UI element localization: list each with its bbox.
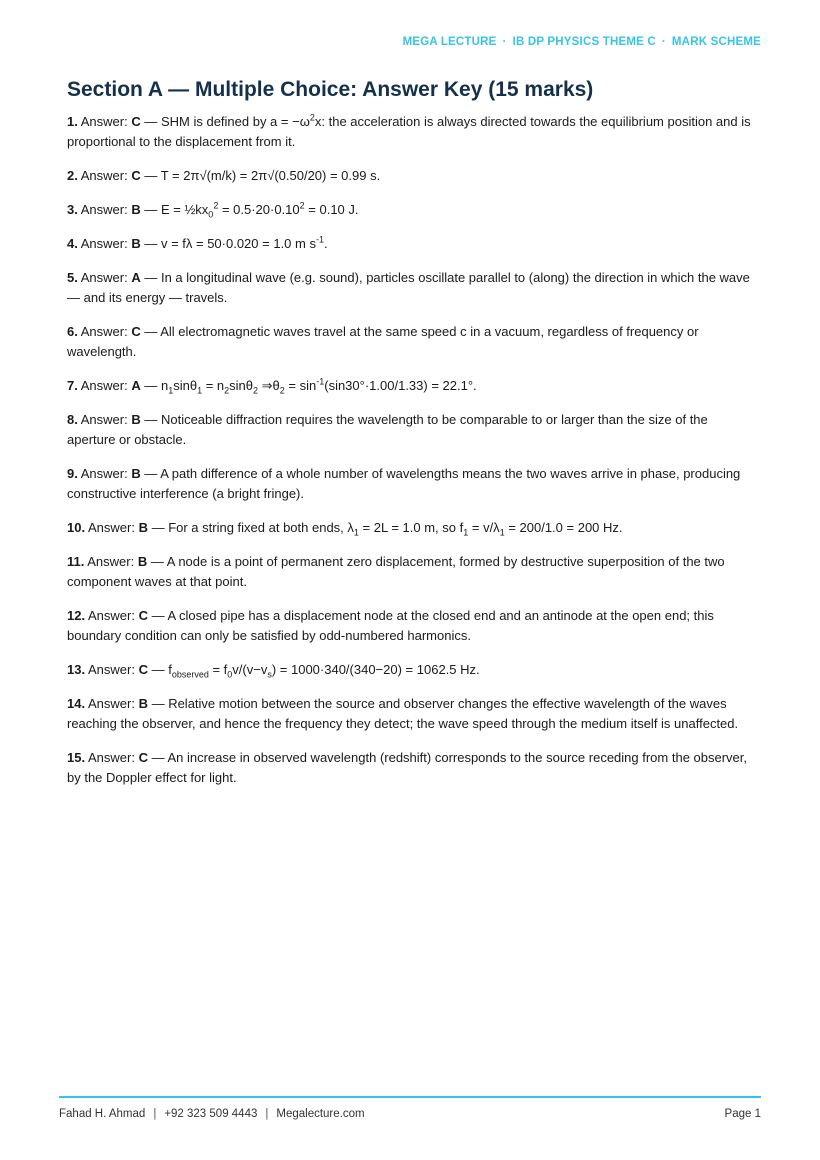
answer-letter: C [138,750,148,765]
answer-text: — A closed pipe has a displacement node at the closed end and an antinode at the open end; this boundary condition can only be satisfied by odd-numbered harmonics. [67,608,714,643]
answer-text: — A node is a point of permanent zero displacement, formed by destructive superposition of the two component waves at that point. [67,554,725,589]
answer-text: = f [208,662,228,677]
answer-item-12 [67,606,757,646]
answer-text: . [323,236,328,251]
subscript: 2 [253,385,259,396]
answer-number: 8. [67,412,78,427]
answer-text: (sin30°·1.00/1.33) = 22.1°. [324,378,477,393]
answer-letter: B [138,696,148,711]
answer-number: 12. [67,608,86,623]
answer-text: — f [147,662,172,677]
answer-text: — For a string fixed at both ends, λ [147,520,354,535]
page-header [403,36,761,48]
answer-item-9 [67,464,757,504]
answer-text: — All electromagnetic waves travel at the same speed c in a vacuum, regardless of frequency or wavelength. [67,324,699,359]
answer-text: = 200/1.0 = 200 Hz. [504,520,623,535]
superscript: 2 [309,112,315,123]
answer-item-11 [67,552,757,592]
superscript: 2 [213,200,219,211]
answer-number: 10. [67,520,86,535]
answer-item-15 [67,748,757,788]
answer-text: x: the acceleration is always directed towards the equilibrium position and is proportional to the displacement from it. [67,114,751,149]
answer-letter: B [131,202,141,217]
answer-text: = sin [284,378,317,393]
answer-letter: B [137,554,148,569]
answer-text: — In a longitudinal wave (e.g. sound), particles oscillate parallel to (along) the direction in which the wave — and its energy — travels. [67,270,750,305]
subscript: 1 [463,527,469,538]
answer-item-3 [67,200,757,220]
section-title: Section A — Multiple Choice: Answer Key (15 marks) [67,78,594,101]
footer-divider-bar: | [265,1108,269,1120]
answer-item-14 [67,694,757,734]
answer-text: sinθ [173,378,198,393]
answer-number: 9. [67,466,78,481]
answer-text: sinθ [229,378,254,393]
answer-number: 5. [67,270,78,285]
answer-item-10 [67,518,757,538]
superscript: -1 [316,376,325,387]
header-course: IB DP PHYSICS THEME C [512,36,656,48]
answer-label: Answer: [80,270,128,285]
answer-letter: B [131,466,141,481]
subscript: 0 [208,209,214,220]
subscript: 2 [224,385,230,396]
answer-text: = 0.5·20·0.10 [218,202,300,217]
answer-letter: C [138,662,148,677]
footer-contact [59,1108,365,1120]
answer-text: — v = fλ = 50·0.020 = 1.0 m s [140,236,316,251]
subscript: s [267,669,272,680]
answer-number: 7. [67,378,78,393]
answer-text: — An increase in observed wavelength (redshift) corresponds to the source receding from the observer, by the Doppler effect for light. [67,750,748,785]
answer-number: 4. [67,236,78,251]
answer-letter: B [131,412,141,427]
answer-letter: A [131,378,141,393]
answer-letter: C [131,168,141,183]
answer-number: 11. [67,554,85,569]
answer-label: Answer: [80,378,128,393]
answer-label: Answer: [87,608,135,623]
subscript: 2 [279,385,285,396]
answer-letter: C [138,608,148,623]
answer-text: ) = 1000·340/(340−20) = 1062.5 Hz. [271,662,480,677]
answer-item-2 [67,166,757,186]
answer-label: Answer: [80,324,128,339]
header-separator: · [502,36,507,48]
answer-number: 15. [67,750,86,765]
answer-label: Answer: [87,520,135,535]
footer-website: Megalecture.com [276,1108,365,1120]
footer-divider-bar: | [153,1108,157,1120]
header-brand: MEGA LECTURE [402,36,497,48]
answer-text: — A path difference of a whole number of wavelengths means the two waves arrive in phase, producing constructive interference (a bright fringe). [67,466,741,501]
answer-text: — T = 2π√(m/k) = 2π√(0.50/20) = 0.99 s. [140,168,381,183]
answer-number: 2. [67,168,78,183]
answer-label: Answer: [87,662,135,677]
subscript: 1 [168,385,174,396]
answer-text: = n [202,378,225,393]
answer-item-6 [67,322,757,362]
answer-text: — E = ½kx [140,202,209,217]
answer-label: Answer: [87,750,135,765]
subscript: 1 [353,527,359,538]
answer-number: 6. [67,324,78,339]
footer-phone: +92 323 509 4443 [164,1108,258,1120]
answer-letter: A [131,270,141,285]
answer-label: Answer: [80,466,128,481]
header-doc-type: MARK SCHEME [671,36,761,48]
answer-text: = 0.10 J. [304,202,359,217]
answer-list [67,112,757,802]
answer-text: — Noticeable diffraction requires the wavelength to be comparable to or larger than the size of the aperture or obstacle. [67,412,708,447]
footer-divider [59,1096,761,1098]
answer-text: = v/λ [468,520,500,535]
answer-number: 14. [67,696,86,711]
subscript: 1 [197,385,203,396]
superscript: 2 [299,200,305,211]
answer-text: — SHM is defined by a = −ω [140,114,310,129]
answer-label: Answer: [80,412,128,427]
answer-letter: C [131,114,141,129]
header-separator: · [661,36,666,48]
subscript: observed [171,669,209,680]
answer-label: Answer: [80,202,128,217]
answer-letter: B [131,236,141,251]
answer-label: Answer: [80,168,128,183]
answer-item-13 [67,660,757,680]
answer-letter: C [131,324,141,339]
answer-number: 1. [67,114,78,129]
answer-label: Answer: [87,554,135,569]
answer-item-4 [67,234,757,254]
answer-text: = 2L = 1.0 m, so f [358,520,464,535]
page-number: Page 1 [724,1108,761,1120]
answer-text: ⇒θ [258,378,280,393]
answer-item-5 [67,268,757,308]
answer-item-1 [67,112,757,152]
answer-number: 3. [67,202,78,217]
answer-label: Answer: [80,236,128,251]
answer-number: 13. [67,662,86,677]
superscript: -1 [315,234,324,245]
answer-text: — n [140,378,169,393]
subscript: 1 [499,527,505,538]
answer-text: — Relative motion between the source and observer changes the effective wavelength of the waves reaching the observer, and hence the frequency they detect; the wave speed through the medium itself is unaffected. [67,696,739,731]
answer-item-8 [67,410,757,450]
answer-item-7 [67,376,757,396]
answer-label: Answer: [87,696,135,711]
answer-text: v/(v−v [232,662,268,677]
footer-author: Fahad H. Ahmad [59,1108,146,1120]
answer-label: Answer: [80,114,128,129]
subscript: 0 [227,669,233,680]
answer-letter: B [138,520,148,535]
